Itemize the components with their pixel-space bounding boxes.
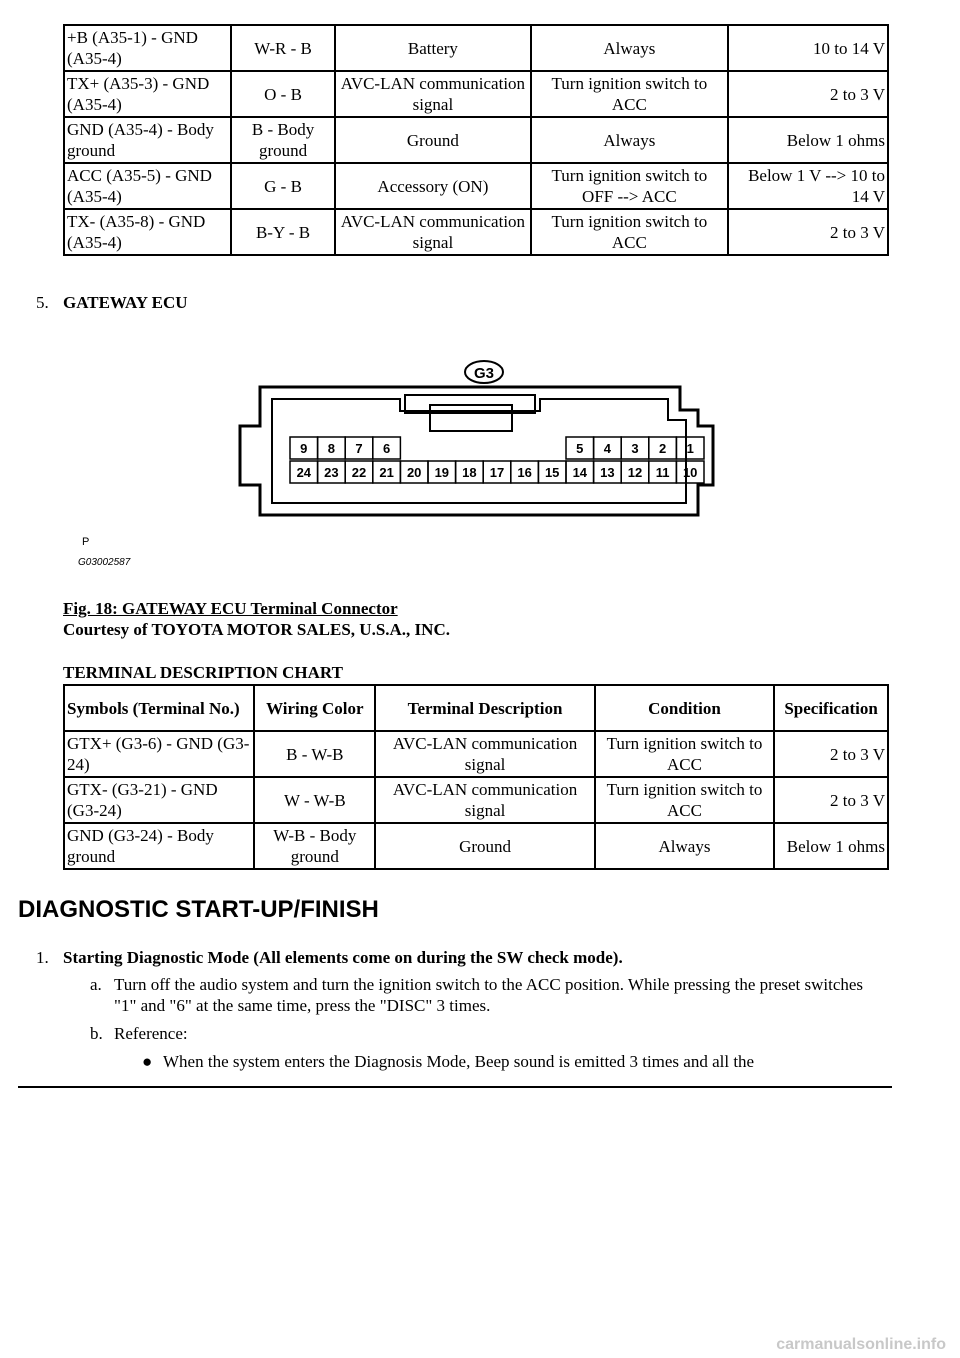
table-cell: TX- (A35-8) - GND (A35-4) — [64, 209, 231, 255]
pin-number: 23 — [324, 465, 339, 480]
substep-a-text: Turn off the audio system and turn the ignition switch to the ACC position. While pressing the preset switches "1" and "6" at the same time, press the "DISC" 3 times. — [114, 975, 864, 1015]
section-heading: DIAGNOSTIC START-UP/FINISH — [18, 896, 379, 923]
table-cell: Always — [531, 25, 727, 71]
table-cell: GND (A35-4) - Body ground — [64, 117, 231, 163]
table-cell: Always — [531, 117, 727, 163]
table-cell: AVC-LAN communication signal — [335, 209, 531, 255]
connector-latch — [430, 405, 512, 431]
column-header: Symbols (Terminal No.) — [64, 685, 254, 731]
pin-number: 15 — [544, 465, 560, 480]
table-cell: GND (G3-24) - Body ground — [64, 823, 254, 869]
table-cell: Below 1 ohms — [774, 823, 888, 869]
pin-number: 24 — [296, 465, 312, 480]
bullet-icon: ● — [142, 1052, 153, 1071]
substep-a-label: a. — [90, 975, 102, 994]
pin-number: 19 — [434, 465, 450, 480]
table-cell: B-Y - B — [231, 209, 334, 255]
column-header: Terminal Description — [375, 685, 595, 731]
terminal-description-table — [63, 684, 889, 870]
pin-number: 16 — [517, 465, 532, 480]
pin-number: 17 — [489, 465, 505, 480]
pin-number: 1 — [686, 441, 694, 456]
section-title: GATEWAY ECU — [63, 293, 188, 312]
figure-caption-block — [63, 598, 450, 640]
table-row — [64, 117, 888, 163]
pin-number: 12 — [627, 465, 643, 480]
pin-number: 4 — [603, 441, 612, 456]
table-cell: Battery — [335, 25, 531, 71]
pin-number: 14 — [572, 465, 588, 480]
page-divider — [18, 1086, 892, 1088]
table-row — [64, 823, 888, 869]
pin-number: 18 — [462, 465, 477, 480]
chart-title: TERMINAL DESCRIPTION CHART — [63, 663, 343, 682]
step-number: 1. — [36, 948, 49, 967]
table-cell: Turn ignition switch to ACC — [595, 731, 774, 777]
substep-b-label: b. — [90, 1024, 103, 1043]
table-cell: O - B — [231, 71, 334, 117]
pin-number: 2 — [658, 441, 667, 456]
table-row — [64, 777, 888, 823]
bullet-text: When the system enters the Diagnosis Mode, Beep sound is emitted 3 times and all the — [163, 1052, 755, 1071]
table-cell: Accessory (ON) — [335, 163, 531, 209]
connector-label-oval — [465, 361, 503, 383]
table-cell: GTX+ (G3-6) - GND (G3-24) — [64, 731, 254, 777]
table-cell: ACC (A35-5) - GND (A35-4) — [64, 163, 231, 209]
pin-number: 22 — [351, 465, 367, 480]
figure-code: G03002587 — [78, 557, 131, 568]
table-cell: 2 to 3 V — [728, 209, 888, 255]
side-mark: P — [82, 536, 90, 548]
pin-number: 9 — [300, 441, 308, 456]
pin-number: 8 — [327, 441, 336, 456]
table-cell: 2 to 3 V — [728, 71, 888, 117]
table-cell: Turn ignition switch to ACC — [531, 209, 727, 255]
table-row — [64, 163, 888, 209]
footer-watermark: carmanualsonline.info — [776, 1336, 946, 1353]
table-cell: Turn ignition switch to ACC — [595, 777, 774, 823]
connector-housing — [240, 387, 713, 515]
table-cell: Turn ignition switch to ACC — [531, 71, 727, 117]
pin-number: 3 — [631, 441, 639, 456]
column-header: Condition — [595, 685, 774, 731]
table-cell: GTX- (G3-21) - GND (G3-24) — [64, 777, 254, 823]
table-cell: Turn ignition switch to OFF --> ACC — [531, 163, 727, 209]
table-cell: 10 to 14 V — [728, 25, 888, 71]
pin-number: 20 — [406, 465, 422, 480]
table-cell: W-R - B — [231, 25, 334, 71]
connector-diagram — [60, 355, 780, 575]
table-cell: +B (A35-1) - GND (A35-4) — [64, 25, 231, 71]
column-header: Specification — [774, 685, 888, 731]
table-cell: B - Body ground — [231, 117, 334, 163]
table-cell: B - W-B — [254, 731, 375, 777]
table-row — [64, 731, 888, 777]
table-cell: W - W-B — [254, 777, 375, 823]
table-cell: W-B - Body ground — [254, 823, 375, 869]
table-cell: Below 1 V --> 10 to 14 V — [728, 163, 888, 209]
column-header: Wiring Color — [254, 685, 375, 731]
table-cell: Always — [595, 823, 774, 869]
table-row — [64, 25, 888, 71]
pin-number: 6 — [382, 441, 391, 456]
bottom-pin-row — [290, 461, 704, 483]
table-cell: Ground — [335, 117, 531, 163]
voltage-table-a35 — [63, 24, 889, 256]
table-cell: G - B — [231, 163, 334, 209]
table-header-row — [64, 685, 888, 731]
pin-number: 10 — [682, 465, 698, 480]
table-row — [64, 209, 888, 255]
substep-b-text: Reference: — [114, 1024, 188, 1043]
table-cell: AVC-LAN communication signal — [375, 731, 595, 777]
figure-courtesy: Courtesy of TOYOTA MOTOR SALES, U.S.A., INC. — [63, 620, 450, 639]
table-cell: 2 to 3 V — [774, 777, 888, 823]
connector-label: G3 — [473, 365, 495, 382]
pin-number: 21 — [379, 465, 394, 480]
top-pin-row — [290, 437, 704, 459]
pin-number: 13 — [600, 465, 615, 480]
pin-number: 11 — [655, 465, 670, 480]
pin-number: 5 — [576, 441, 584, 456]
pin-number: 7 — [355, 441, 363, 456]
table-cell: AVC-LAN communication signal — [375, 777, 595, 823]
table-cell: AVC-LAN communication signal — [335, 71, 531, 117]
step-title: Starting Diagnostic Mode (All elements come on during the SW check mode). — [63, 948, 623, 967]
table-row — [64, 71, 888, 117]
section-number: 5. — [36, 293, 49, 312]
table-cell: Ground — [375, 823, 595, 869]
figure-caption: Fig. 18: GATEWAY ECU Terminal Connector — [63, 599, 398, 618]
table-cell: TX+ (A35-3) - GND (A35-4) — [64, 71, 231, 117]
table-cell: 2 to 3 V — [774, 731, 888, 777]
table-cell: Below 1 ohms — [728, 117, 888, 163]
